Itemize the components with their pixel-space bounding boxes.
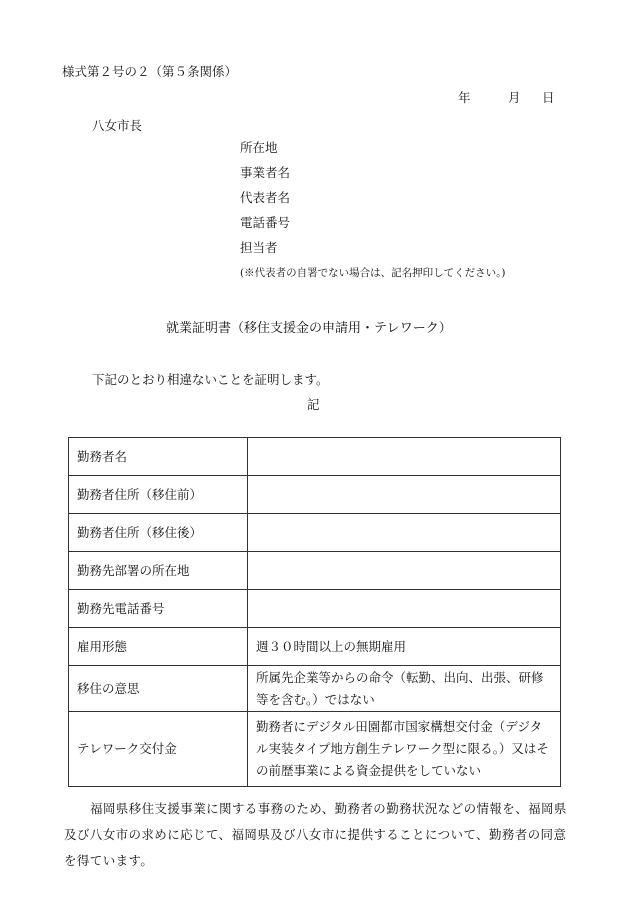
- field-representative-label: 代表者名: [240, 190, 291, 205]
- table-row: [69, 712, 561, 787]
- row-label: 移住の意思: [69, 666, 248, 712]
- row-label: 勤務先電話番号: [69, 590, 248, 628]
- field-contact-person-label: 担当者: [240, 240, 278, 255]
- date-year: 年: [458, 90, 471, 105]
- form-number: 様式第２号の２（第５条関係）: [62, 64, 238, 79]
- field-address-label: 所在地: [240, 140, 278, 155]
- table-row: [69, 476, 561, 514]
- employment-info-table: [68, 437, 561, 787]
- table-row: [69, 628, 561, 666]
- table-row: [69, 590, 561, 628]
- row-label: 勤務者住所（移住前）: [69, 476, 248, 514]
- signature-note: (※代表者の自署でない場合は、記名押印してください。): [240, 267, 506, 279]
- row-value[interactable]: [248, 552, 561, 590]
- row-value: 勤務者にデジタル田園都市国家構想交付金（デジタル実装タイプ地方創生テレワーク型に限る。）又はその前歴事業による資金提供をしていない: [248, 712, 561, 787]
- date-day: 日: [542, 90, 555, 105]
- row-value: 週３０時間以上の無期雇用: [248, 628, 561, 666]
- addressee: 八女市長: [92, 118, 143, 133]
- row-value: 所属先企業等からの命令（転勤、出向、出張、研修等を含む。）ではない: [248, 666, 561, 712]
- table-row: [69, 438, 561, 476]
- date-month: 月: [508, 90, 521, 105]
- row-value[interactable]: [248, 514, 561, 552]
- applicant-fields: [240, 139, 290, 264]
- row-value[interactable]: [248, 590, 561, 628]
- row-label: テレワーク交付金: [69, 712, 248, 787]
- consent-paragraph: 福岡県移住支援事業に関する事務のため、勤務者の勤務状況などの情報を、福岡県及び八女市の求めに応じて、福岡県及び八女市に提供することについて、勤務者の同意を得ています。: [64, 801, 567, 868]
- ki-marker: 記: [307, 397, 320, 412]
- field-business-name-label: 事業者名: [240, 165, 291, 180]
- table-row: [69, 514, 561, 552]
- row-label: 勤務者住所（移住後）: [69, 514, 248, 552]
- field-phone-label: 電話番号: [240, 215, 291, 230]
- row-label: 勤務者名: [69, 438, 248, 476]
- table-row: [69, 552, 561, 590]
- row-value[interactable]: [248, 476, 561, 514]
- certification-statement: 下記のとおり相違ないことを証明します。: [92, 372, 329, 387]
- row-label: 雇用形態: [69, 628, 248, 666]
- table-row: [69, 666, 561, 712]
- row-value[interactable]: [248, 438, 561, 476]
- document-title: 就業証明書（移住支援金の申請用・テレワーク）: [166, 321, 452, 336]
- row-label: 勤務先部署の所在地: [69, 552, 248, 590]
